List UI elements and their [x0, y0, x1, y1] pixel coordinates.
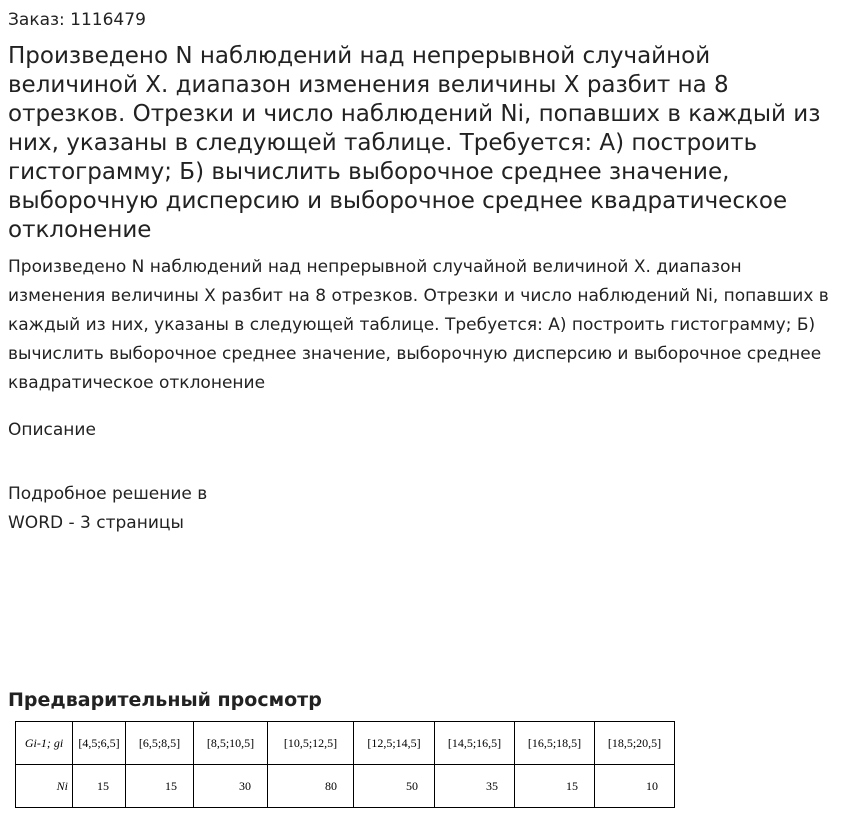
preview-heading: Предварительный просмотр: [8, 689, 322, 711]
interval-cell: [12,5;14,5]: [354, 722, 435, 765]
table-header-cell: Gi-1; gi: [16, 722, 73, 765]
interval-cell: [10,5;12,5]: [268, 722, 354, 765]
count-cell: 15: [73, 765, 126, 808]
table-header-cell: Ni: [16, 765, 73, 808]
count-cell: 15: [126, 765, 194, 808]
interval-cell: [4,5;6,5]: [73, 722, 126, 765]
count-cell: 10: [595, 765, 675, 808]
count-cell: 15: [515, 765, 595, 808]
table-row-counts: [16, 765, 675, 808]
page-title: Произведено N наблюдений над непрерывной случайной величиной X. диапазон изменения величины X разбит на 8 отрезков. Отрезки и число наблюдений Ni, попавших в каждый из них, указаны в следующей таблице. Требуется: А) построить гистограмму; Б) вычислить выборочное среднее значение, выборочную дисперсию и выборочное среднее квадратическое отклонение: [8, 43, 821, 243]
count-cell: 50: [354, 765, 435, 808]
count-cell: 35: [435, 765, 515, 808]
count-cell: 30: [194, 765, 268, 808]
order-number: Заказ: 1116479: [8, 10, 146, 30]
interval-cell: [18,5;20,5]: [595, 722, 675, 765]
interval-cell: [14,5;16,5]: [435, 722, 515, 765]
table-row-intervals: [16, 722, 675, 765]
interval-cell: [6,5;8,5]: [126, 722, 194, 765]
description-text: Подробное решение в WORD - 3 страницы: [8, 484, 208, 533]
interval-cell: [8,5;10,5]: [194, 722, 268, 765]
description-heading: Описание: [8, 420, 96, 440]
preview-table: [15, 721, 675, 808]
count-cell: 80: [268, 765, 354, 808]
preview-image: [15, 721, 839, 808]
page: [0, 9, 847, 808]
interval-cell: [16,5;18,5]: [515, 722, 595, 765]
task-text: Произведено N наблюдений над непрерывной случайной величиной X. диапазон изменения величины X разбит на 8 отрезков. Отрезки и число наблюдений Ni, попавших в каждый из них, указаны в следующей таблице. Требуется: А) построить гистограмму; Б) вычислить выборочное среднее значение, выборочную дисперсию и выборочное среднее квадратическое отклонение: [8, 257, 829, 393]
